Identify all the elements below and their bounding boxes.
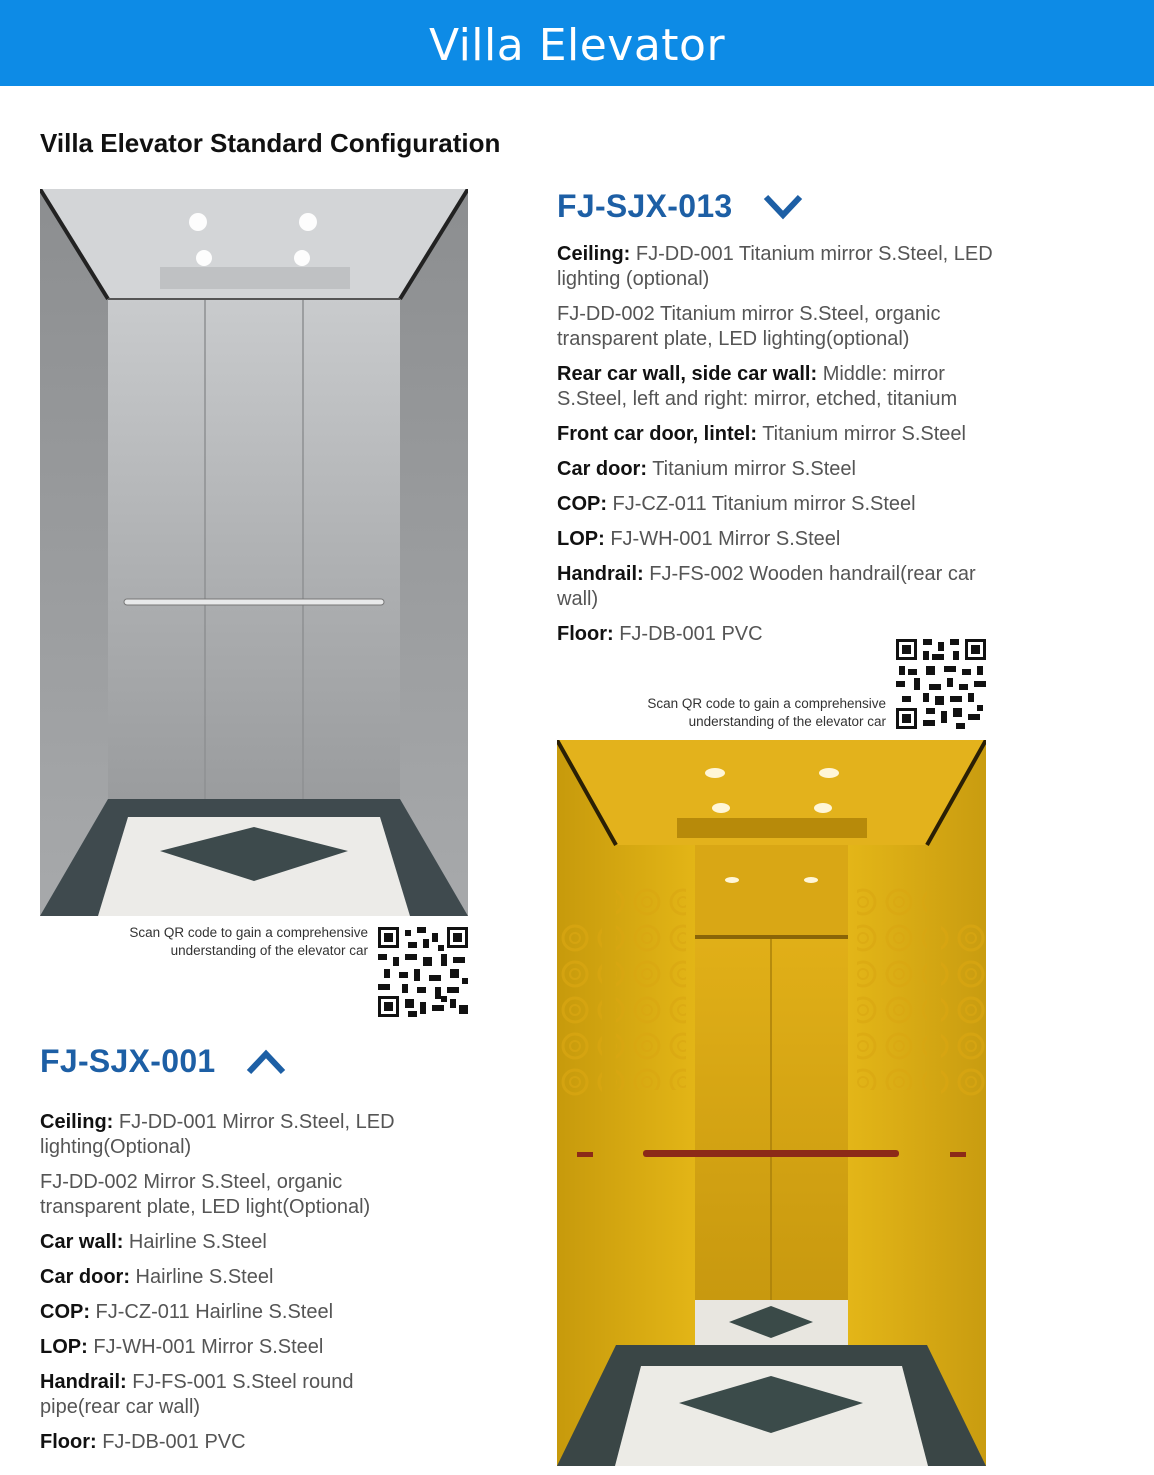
spec-item: Car door: Hairline S.Steel: [40, 1266, 274, 1288]
spec-item: FJ-DD-002 Mirror S.Steel, organic transparent plate, LED light(Optional): [40, 1171, 371, 1218]
gold-elevator-photo: [557, 740, 986, 1466]
spec-item: Handrail: FJ-FS-002 Wooden handrail(rear car wall): [557, 563, 976, 610]
model-name: FJ-SJX-013: [557, 188, 733, 224]
spec-item: LOP: FJ-WH-001 Mirror S.Steel: [40, 1336, 324, 1358]
chevron-up-icon: [246, 1049, 286, 1075]
qr-code-silver[interactable]: [378, 927, 468, 1017]
spec-list-001: [40, 1110, 400, 1465]
spec-item: Rear car wall, side car wall: Middle: mirror S.Steel, left and right: mirror, etched, titanium: [557, 363, 958, 410]
qr-caption-gold: Scan QR code to gain a comprehensive understanding of the elevator car: [647, 696, 886, 729]
model-name: FJ-SJX-001: [40, 1043, 216, 1079]
chevron-down-icon: [763, 194, 803, 220]
spec-item: COP: FJ-CZ-011 Hairline S.Steel: [40, 1301, 334, 1323]
spec-item: Handrail: FJ-FS-001 S.Steel round pipe(rear car wall): [40, 1371, 354, 1418]
spec-item: Car door: Titanium mirror S.Steel: [557, 458, 856, 480]
section-title: Villa Elevator Standard Configuration: [40, 128, 501, 158]
spec-item: Floor: FJ-DB-001 PVC: [557, 623, 763, 645]
page-title: Villa Elevator: [428, 20, 726, 71]
spec-item: FJ-DD-002 Titanium mirror S.Steel, organic transparent plate, LED lighting(optional): [557, 303, 941, 350]
spec-list-013: [557, 242, 997, 657]
silver-elevator-photo: [40, 189, 468, 916]
spec-item: Car wall: Hairline S.Steel: [40, 1231, 267, 1253]
spec-item: LOP: FJ-WH-001 Mirror S.Steel: [557, 528, 841, 550]
spec-item: Ceiling: FJ-DD-001 Titanium mirror S.Steel, LED lighting (optional): [557, 243, 993, 290]
model-heading-001: [40, 1043, 286, 1080]
spec-item: Floor: FJ-DB-001 PVC: [40, 1431, 246, 1453]
qr-caption-silver: Scan QR code to gain a comprehensive understanding of the elevator car: [129, 925, 368, 958]
header-banner: [0, 0, 1154, 86]
qr-code-gold[interactable]: [896, 639, 986, 729]
spec-item: Ceiling: FJ-DD-001 Mirror S.Steel, LED lighting(Optional): [40, 1111, 395, 1158]
spec-item: COP: FJ-CZ-011 Titanium mirror S.Steel: [557, 493, 916, 515]
model-heading-013: [557, 188, 803, 225]
spec-item: Front car door, lintel: Titanium mirror S.Steel: [557, 423, 966, 445]
